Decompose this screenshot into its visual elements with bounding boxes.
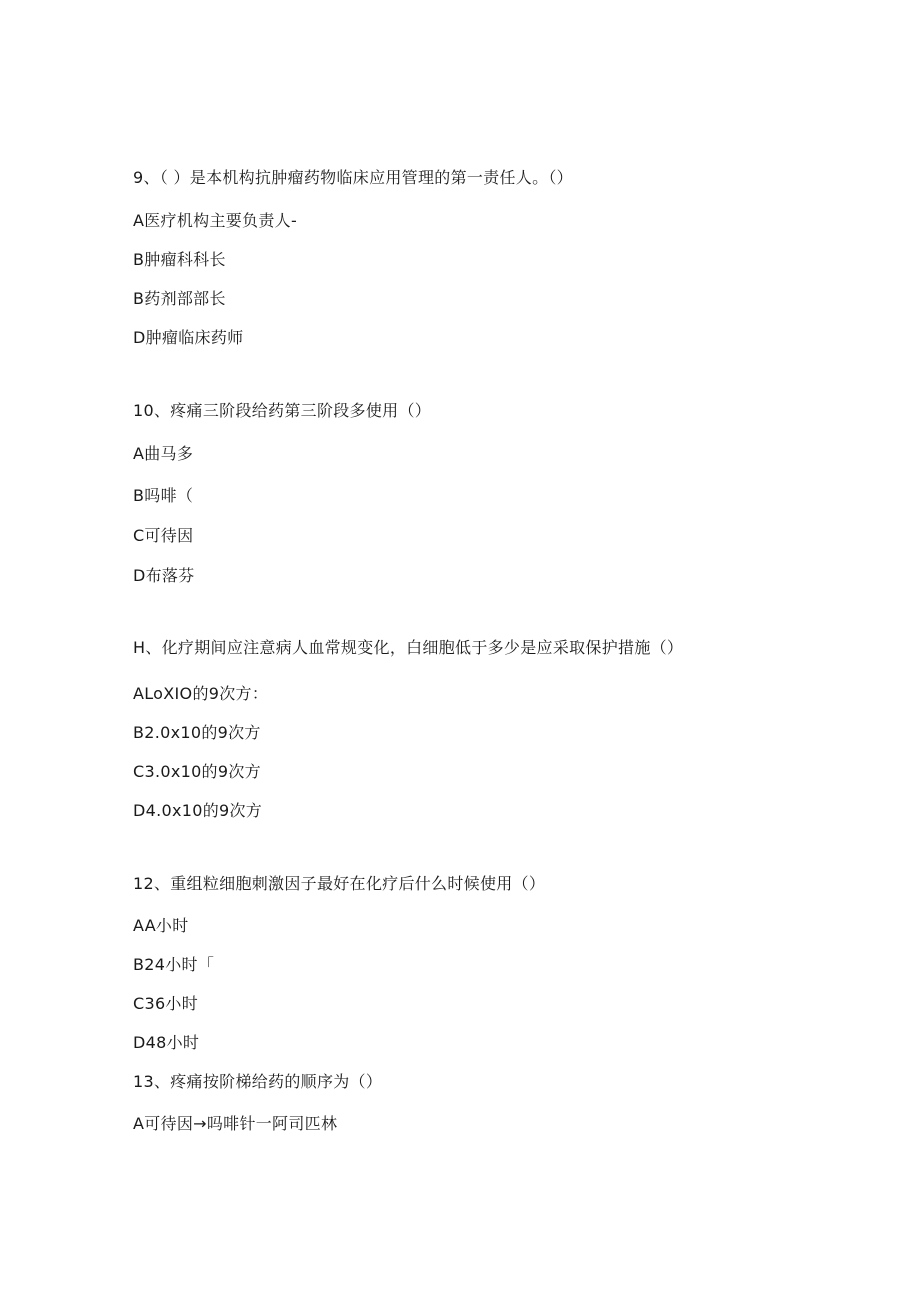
question-10-option-d: D布落芬 — [133, 566, 195, 585]
question-12-stem: 12、重组粒细胞刺激因子最好在化疗后什么时候使用（） — [133, 874, 546, 893]
question-9-option-d: D肿瘤临床药师 — [133, 328, 244, 347]
question-13-option-a: A可待因→吗啡针一阿司匹林 — [133, 1114, 338, 1133]
question-10-stem: 10、疼痛三阶段给药第三阶段多使用（） — [133, 401, 432, 420]
question-12-option-a: AA小时 — [133, 916, 189, 935]
question-11-option-d: D4.0x10的9次方 — [133, 801, 263, 820]
question-10-option-a: A曲马多 — [133, 444, 194, 463]
question-9-option-a: A医疗机构主要负责人- — [133, 211, 298, 230]
question-11-stem: H、化疗期间应注意病人血常规变化，白细胞低于多少是应采取保护措施（） — [133, 638, 684, 657]
question-12-option-b: B24小时「 — [133, 955, 215, 974]
question-13-stem: 13、疼痛按阶梯给药的顺序为（） — [133, 1072, 383, 1091]
question-12-option-c: C36小时 — [133, 994, 199, 1013]
question-11-option-a: ALoXIO的9次方： — [133, 684, 269, 703]
question-11-option-b: B2.0x10的9次方 — [133, 723, 261, 742]
question-9-option-c: B药剂部部长 — [133, 289, 226, 308]
question-9-stem: 9、（ ）是本机构抗肿瘤药物临床应用管理的第一责任人。（） — [133, 168, 573, 187]
question-10-option-b: B吗啡（ — [133, 486, 194, 505]
question-11-option-c: C3.0x10的9次方 — [133, 762, 261, 781]
question-12-option-d: D48小时 — [133, 1033, 200, 1052]
question-10-option-c: C可待因 — [133, 526, 194, 545]
question-9-option-b: B肿瘤科科长 — [133, 250, 226, 269]
